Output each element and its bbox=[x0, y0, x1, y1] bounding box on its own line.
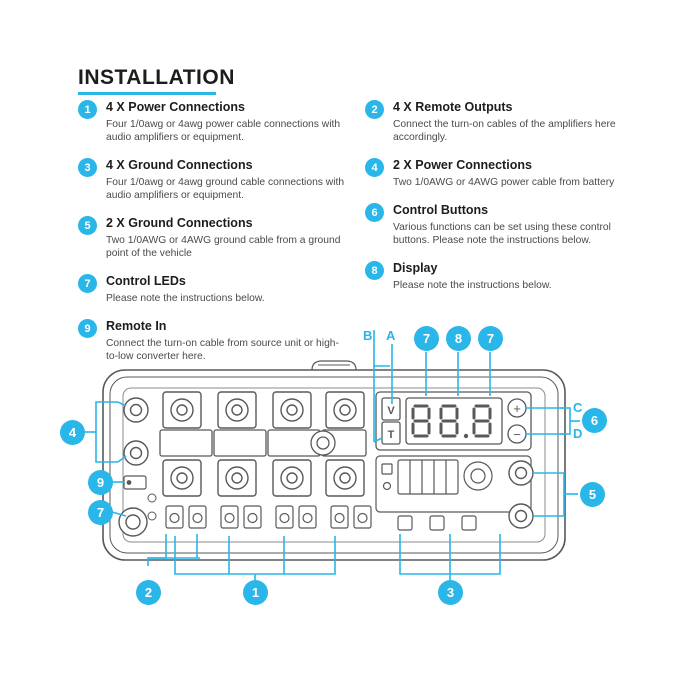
legend-item-5 bbox=[78, 216, 348, 260]
callout-7-top-left: 7 bbox=[414, 326, 439, 351]
legend-body-5: Two 1/0AWG or 4AWG ground cable from a ground point of the vehicle bbox=[106, 235, 341, 259]
legend-heading-7: Control LEDs bbox=[106, 274, 186, 288]
legend-body-3: Four 1/0awg or 4awg ground cable connections with audio amplifiers or equipment. bbox=[106, 177, 345, 201]
legend-badge-6: 6 bbox=[365, 203, 384, 222]
legend-body-9: Connect the turn-on cable from source unit or high-to-low converter here. bbox=[106, 338, 339, 362]
title-underline bbox=[78, 92, 216, 95]
svg-text:−: − bbox=[513, 427, 521, 442]
legend-badge-1: 1 bbox=[78, 100, 97, 119]
svg-text:V: V bbox=[387, 405, 395, 417]
legend-badge-9: 9 bbox=[78, 319, 97, 338]
legend-heading-6: Control Buttons bbox=[393, 203, 489, 217]
legend-item-4 bbox=[365, 158, 625, 189]
callout-9-left: 9 bbox=[88, 470, 113, 495]
legend-body-4: Two 1/0AWG or 4AWG power cable from battery bbox=[393, 177, 615, 188]
legend-heading-9: Remote In bbox=[106, 319, 167, 333]
legend-item-1 bbox=[78, 100, 348, 144]
svg-text:T: T bbox=[387, 429, 395, 441]
legend-item-6 bbox=[365, 203, 625, 247]
legend-body-6: Various functions can be set using these control buttons. Please note the instructions below. bbox=[393, 222, 611, 246]
svg-text:+: + bbox=[513, 401, 521, 416]
callout-3-bottom: 3 bbox=[438, 580, 463, 605]
callout-6-right: 6 bbox=[582, 408, 607, 433]
callout-letter-C: C bbox=[573, 400, 583, 415]
legend-heading-4: 2 X Power Connections bbox=[393, 158, 532, 172]
legend-badge-8: 8 bbox=[365, 261, 384, 280]
legend-right-column bbox=[365, 100, 625, 306]
legend-item-8 bbox=[365, 261, 625, 292]
legend-heading-3: 4 X Ground Connections bbox=[106, 158, 253, 172]
legend-body-2: Connect the turn-on cables of the amplifiers here accordingly. bbox=[393, 119, 616, 143]
callout-letter-B: B bbox=[363, 328, 373, 343]
callout-1-bottom: 1 bbox=[243, 580, 268, 605]
legend-badge-5: 5 bbox=[78, 216, 97, 235]
callout-letter-D: D bbox=[573, 426, 583, 441]
legend-body-7: Please note the instructions below. bbox=[106, 293, 265, 304]
legend-heading-2: 4 X Remote Outputs bbox=[393, 100, 513, 114]
legend-badge-7: 7 bbox=[78, 274, 97, 293]
legend-heading-1: 4 X Power Connections bbox=[106, 100, 245, 114]
legend-badge-3: 3 bbox=[78, 158, 97, 177]
legend-item-7 bbox=[78, 274, 348, 305]
callout-7-left: 7 bbox=[88, 500, 113, 525]
device-illustration bbox=[0, 330, 690, 630]
legend-item-2 bbox=[365, 100, 625, 144]
page-title: INSTALLATION bbox=[78, 66, 235, 89]
callout-letter-A: A bbox=[386, 328, 396, 343]
callout-7-top-right: 7 bbox=[478, 326, 503, 351]
legend-body-1: Four 1/0awg or 4awg power cable connections with audio amplifiers or equipment. bbox=[106, 119, 341, 143]
legend-body-8: Please note the instructions below. bbox=[393, 280, 552, 291]
legend-badge-4: 4 bbox=[365, 158, 384, 177]
callout-4-left: 4 bbox=[60, 420, 85, 445]
legend-item-3 bbox=[78, 158, 348, 202]
legend-heading-5: 2 X Ground Connections bbox=[106, 216, 253, 230]
legend-badge-2: 2 bbox=[365, 100, 384, 119]
callout-8-top: 8 bbox=[446, 326, 471, 351]
callout-2-bottom: 2 bbox=[136, 580, 161, 605]
callout-5-right: 5 bbox=[580, 482, 605, 507]
legend-heading-8: Display bbox=[393, 261, 438, 275]
